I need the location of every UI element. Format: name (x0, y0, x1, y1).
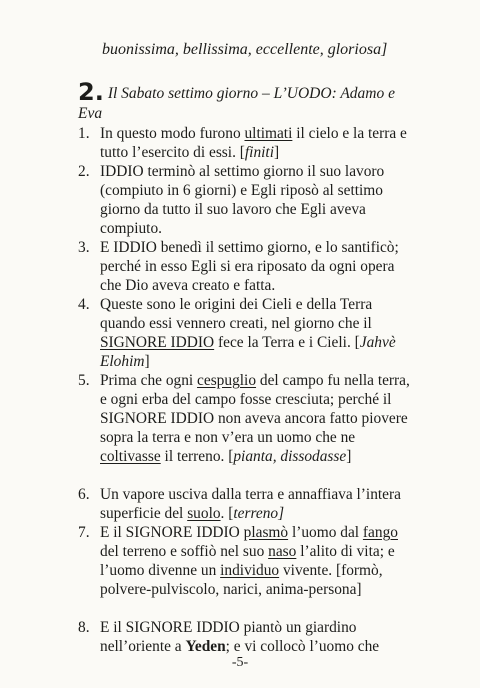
verse-number: 6. (78, 486, 90, 503)
verse-text (100, 371, 418, 466)
verse (78, 124, 418, 162)
verse (78, 295, 418, 371)
verse-text (100, 485, 418, 523)
underlined-term: suolo (187, 505, 221, 522)
verse-fragment: del campo fu nella terra, e ogni erba del campo fosse cresciuta; perché il SIGNORE IDDIO non aveva ancora fatto piovere sopra la terra e non v’era un uomo che ne (100, 372, 410, 446)
italic-note: pianta, dissodasse (233, 448, 347, 465)
verse-fragment: vivente. [formò, polvere-pulviscolo, narici, anima-persona] (100, 562, 383, 598)
page-number: -5- (231, 655, 249, 670)
underlined-term: ultimati (244, 125, 293, 142)
underlined-term: SIGNORE IDDIO (100, 334, 215, 351)
verse (78, 371, 418, 466)
verse-fragment: Un vapore usciva dalla terra e annaffiava l’intera superficie del (100, 486, 401, 522)
section-heading (78, 78, 418, 124)
verse (78, 523, 418, 599)
verse-number: 2. (78, 163, 90, 180)
verse (78, 238, 418, 295)
verse-fragment: IDDIO terminò al settimo giorno il suo lavoro (compiuto in 6 giorni) e Egli riposò al settimo giorno da tutto il suo lavoro che Egli aveva compiuto. (100, 163, 385, 237)
verse-fragment: il terreno. [ (160, 448, 234, 465)
italic-note: finiti (244, 144, 274, 161)
verse-fragment: E il SIGNORE IDDIO piantò un giardino nell’oriente a (100, 619, 357, 655)
verse-fragment: Prima che ogni (100, 372, 198, 389)
verse-text (100, 124, 418, 162)
verse (78, 485, 418, 523)
section-title: Il Sabato settimo giorno – L’UODO: Adamo e Eva (78, 85, 395, 122)
verse-number: 5. (78, 372, 90, 389)
verse-fragment: ] (273, 144, 280, 161)
verse-number: 4. (78, 296, 90, 313)
verse (78, 618, 418, 656)
verse-text (100, 295, 418, 371)
verse-fragment: In questo modo furono (100, 125, 245, 142)
verse-text (100, 618, 418, 656)
verse-fragment: E IDDIO benedì il settimo giorno, e lo santificò; perché in esso Egli si era riposato da ogni opera che Dio aveva creato e fatta. (100, 239, 399, 294)
bold-term: Yeden (185, 638, 226, 655)
verse-fragment: fece la Terra e i Cieli. [ (214, 334, 360, 351)
verse-fragment: ; e vi collocò l’uomo che (225, 638, 380, 655)
verse-fragment: E il SIGNORE IDDIO (100, 524, 244, 541)
intro-line: buonissima, bellissima, eccellente, gloriosa] (102, 41, 388, 58)
verse-fragment: ] (346, 448, 352, 465)
underlined-term: coltivasse (100, 448, 161, 465)
italic-note: terreno] (233, 505, 285, 522)
verse-number: 7. (78, 524, 90, 541)
verse (78, 162, 418, 238)
verse-fragment: . [ (220, 505, 234, 522)
verse-fragment: l’uomo dal (288, 524, 363, 541)
section-number: 2. (78, 78, 104, 106)
verse-text (100, 238, 418, 295)
underlined-term: cespuglio (197, 372, 257, 389)
underlined-term: plasmò (243, 524, 289, 541)
verse-number: 8. (78, 619, 90, 636)
verse-text (100, 162, 418, 238)
underlined-term: naso (268, 543, 297, 560)
verse-fragment: Queste sono le origini dei Cieli e della Terra quando essi vennero creati, nel giorno che il (100, 296, 373, 332)
verse-text (100, 523, 418, 599)
verse-fragment: ] (144, 353, 150, 370)
verse-number: 3. (78, 239, 90, 256)
verse-fragment: l’alito di vita; e l’uomo divenne un (100, 543, 395, 579)
italic-note: Jahvè Elohim (100, 334, 396, 370)
verse-fragment: del terreno e soffiò nel suo (100, 543, 269, 560)
underlined-term: individuo (220, 562, 280, 579)
verse-number: 1. (78, 125, 90, 142)
verse-fragment: il cielo e la terra e tutto l’esercito di essi. [ (100, 125, 407, 161)
underlined-term: fango (362, 524, 398, 541)
